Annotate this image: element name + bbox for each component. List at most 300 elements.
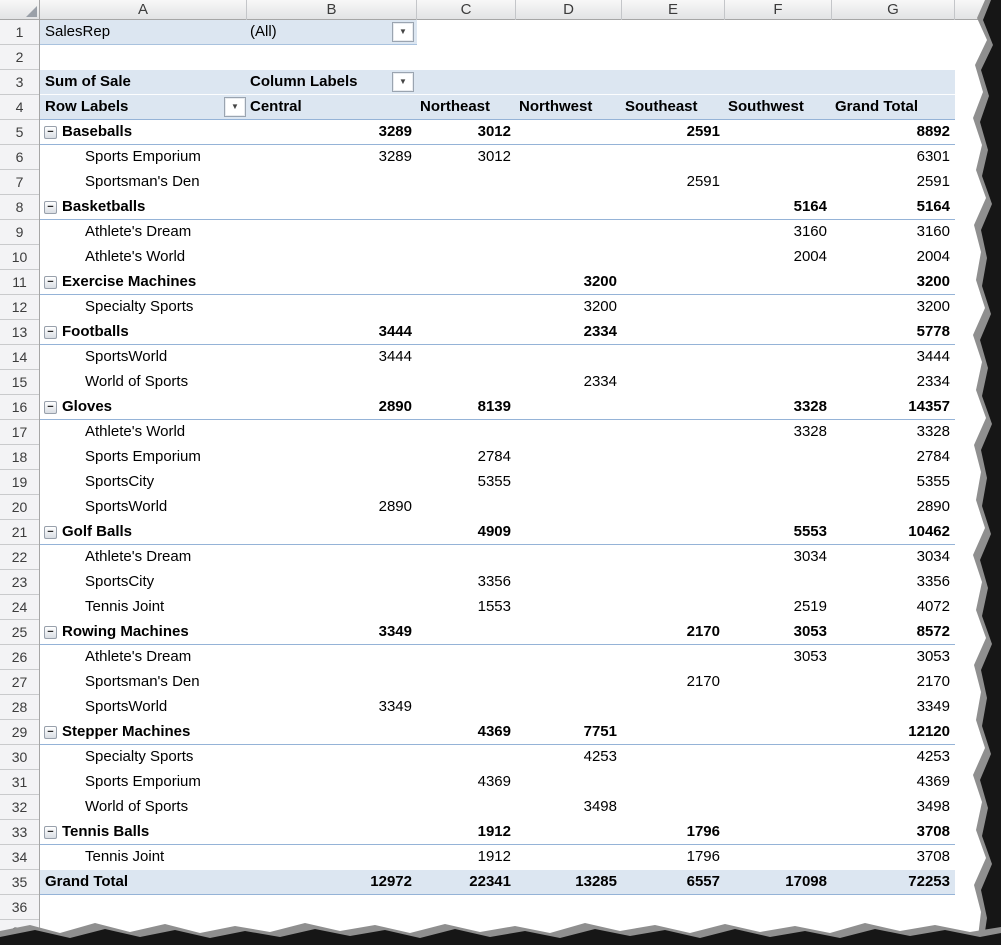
cell-F14[interactable] [725,345,832,370]
cell-C3[interactable] [417,70,516,95]
cell-B15[interactable] [247,370,417,395]
cell-B28[interactable]: 3349 [378,698,412,715]
cell-E4[interactable]: Southeast [622,95,725,120]
cell-D18[interactable] [516,445,622,470]
row-header-8[interactable]: 8 [0,195,39,220]
column-labels-dropdown[interactable] [392,72,414,92]
cell-A17[interactable]: Athlete's World [85,423,186,440]
cell-B14[interactable]: 3444 [378,348,412,365]
cell-E24[interactable] [622,595,725,620]
collapse-button[interactable] [44,276,57,289]
cell-A29[interactable] [40,720,247,745]
cell-G31[interactable]: 4369 [916,773,950,790]
cell-C5[interactable]: 3012 [417,120,516,145]
cell-F34[interactable] [725,845,832,870]
row-header-9[interactable]: 9 [0,220,39,245]
cell-C15[interactable] [417,370,516,395]
row-header-30[interactable]: 30 [0,745,39,770]
cell-E6[interactable] [622,145,725,170]
cell-G4[interactable]: Grand Total [832,95,955,120]
row-header-24[interactable]: 24 [0,595,39,620]
cell-E1[interactable] [622,20,725,45]
cell-G21[interactable]: 10462 [832,520,955,545]
cell-F17[interactable]: 3328 [793,423,827,440]
cell-D7[interactable] [516,170,622,195]
cell-D13[interactable]: 2334 [516,320,622,345]
cell-C8[interactable] [417,195,516,220]
cell-G2[interactable] [832,45,955,70]
cell-F31[interactable] [725,770,832,795]
cell-E8[interactable] [622,195,725,220]
cell-A13[interactable] [40,320,247,345]
cell-B17[interactable] [247,420,417,445]
cell-B5[interactable]: 3289 [247,120,417,145]
cell-E19[interactable] [622,470,725,495]
cell-D26[interactable] [516,645,622,670]
cell-G34[interactable]: 3708 [916,848,950,865]
cell-F27[interactable] [725,670,832,695]
cell-D4[interactable]: Northwest [516,95,622,120]
cell-B12[interactable] [247,295,417,320]
cell-G27[interactable]: 2170 [916,673,950,690]
cell-F30[interactable] [725,745,832,770]
cell-A23[interactable]: SportsCity [85,573,155,590]
collapse-button[interactable] [44,401,57,414]
row-header-15[interactable]: 15 [0,370,39,395]
cell-B2[interactable] [247,45,417,70]
cell-D27[interactable] [516,670,622,695]
cell-C10[interactable] [417,245,516,270]
cell-B7[interactable] [247,170,417,195]
cell-D25[interactable] [516,620,622,645]
cell-E33[interactable]: 1796 [622,820,725,845]
cell-G23[interactable]: 3356 [916,573,950,590]
cell-G3[interactable] [832,70,955,95]
cell-G19[interactable]: 5355 [916,473,950,490]
cell-C17[interactable] [417,420,516,445]
row-header-28[interactable]: 28 [0,695,39,720]
cell-E32[interactable] [622,795,725,820]
cell-E23[interactable] [622,570,725,595]
row-header-29[interactable]: 29 [0,720,39,745]
cell-A8[interactable] [40,195,247,220]
cell-F24[interactable]: 2519 [793,598,827,615]
cell-D12[interactable]: 3200 [583,298,617,315]
cell-A7[interactable]: Sportsman's Den [85,173,200,190]
row-header-2[interactable]: 2 [0,45,39,70]
cell-E28[interactable] [622,695,725,720]
collapse-button[interactable] [44,726,57,739]
cell-A21[interactable] [40,520,247,545]
cell-D33[interactable] [516,820,622,845]
cell-A11[interactable] [40,270,247,295]
column-header-E[interactable]: E [622,0,725,20]
cell-B22[interactable] [247,545,417,570]
cell-F3[interactable] [725,70,832,95]
cell-A16[interactable] [40,395,247,420]
cell-C6[interactable]: 3012 [477,148,511,165]
cell-E18[interactable] [622,445,725,470]
cell-F20[interactable] [725,495,832,520]
cell-A15[interactable]: World of Sports [85,373,189,390]
cell-G5[interactable]: 8892 [832,120,955,145]
cell-B35[interactable]: 12972 [247,870,417,895]
cell-G8[interactable]: 5164 [832,195,955,220]
cell-D31[interactable] [516,770,622,795]
cell-F25[interactable]: 3053 [725,620,832,645]
cell-A4[interactable]: Row Labels ▼ [40,95,247,120]
column-header-A[interactable]: A [40,0,247,20]
column-header-D[interactable]: D [516,0,622,20]
cell-D24[interactable] [516,595,622,620]
cell-C9[interactable] [417,220,516,245]
cell-B29[interactable] [247,720,417,745]
cell-E27[interactable]: 2170 [686,673,720,690]
row-header-21[interactable]: 21 [0,520,39,545]
cell-F19[interactable] [725,470,832,495]
collapse-button[interactable] [44,526,57,539]
cell-F13[interactable] [725,320,832,345]
cell-F29[interactable] [725,720,832,745]
cell-G22[interactable]: 3034 [916,548,950,565]
cell-G11[interactable]: 3200 [832,270,955,295]
cell-C19[interactable]: 5355 [477,473,511,490]
cell-D23[interactable] [516,570,622,595]
row-header-3[interactable]: 3 [0,70,39,95]
cell-E26[interactable] [622,645,725,670]
cell-D5[interactable] [516,120,622,145]
cell-A33[interactable] [40,820,247,845]
cell-B33[interactable] [247,820,417,845]
cell-D22[interactable] [516,545,622,570]
cell-C24[interactable]: 1553 [477,598,511,615]
cell-B11[interactable] [247,270,417,295]
cell-E13[interactable] [622,320,725,345]
cell-A28[interactable]: SportsWorld [85,698,168,715]
cell-A20[interactable]: SportsWorld [85,498,168,515]
cell-A12[interactable]: Specialty Sports [85,298,194,315]
cell-C2[interactable] [417,45,516,70]
cell-C26[interactable] [417,645,516,670]
cell-C32[interactable] [417,795,516,820]
cell-D8[interactable] [516,195,622,220]
row-header-13[interactable]: 13 [0,320,39,345]
cell-E15[interactable] [622,370,725,395]
cell-B34[interactable] [247,845,417,870]
cell-F4[interactable]: Southwest [725,95,832,120]
cell-G1[interactable] [832,20,955,45]
cell-B4[interactable]: Central [247,95,417,120]
collapse-button[interactable] [44,126,57,139]
cell-A14[interactable]: SportsWorld [85,348,168,365]
cell-D15[interactable]: 2334 [583,373,617,390]
cell-F26[interactable]: 3053 [793,648,827,665]
cell-B16[interactable]: 2890 [247,395,417,420]
cell-D17[interactable] [516,420,622,445]
cell-C18[interactable]: 2784 [477,448,511,465]
collapse-button[interactable] [44,626,57,639]
cell-A3[interactable]: Sum of Sale [40,70,247,95]
cell-B27[interactable] [247,670,417,695]
cell-E17[interactable] [622,420,725,445]
cell-F9[interactable]: 3160 [793,223,827,240]
cell-F22[interactable]: 3034 [793,548,827,565]
cell-G28[interactable]: 3349 [916,698,950,715]
cell-A27[interactable]: Sportsman's Den [85,673,200,690]
cell-E25[interactable]: 2170 [622,620,725,645]
collapse-button[interactable] [44,326,57,339]
cell-D14[interactable] [516,345,622,370]
cell-A34[interactable]: Tennis Joint [85,848,165,865]
cell-G13[interactable]: 5778 [832,320,955,345]
cell-A1[interactable]: SalesRep [40,20,247,45]
cell-D3[interactable] [516,70,622,95]
row-header-4[interactable]: 4 [0,95,39,120]
cell-C11[interactable] [417,270,516,295]
cell-A19[interactable]: SportsCity [85,473,155,490]
row-header-23[interactable]: 23 [0,570,39,595]
cell-E22[interactable] [622,545,725,570]
row-header-32[interactable]: 32 [0,795,39,820]
cell-D34[interactable] [516,845,622,870]
cell-C16[interactable]: 8139 [417,395,516,420]
cell-A35[interactable]: Grand Total [40,870,247,895]
cell-B13[interactable]: 3444 [247,320,417,345]
column-header-C[interactable]: C [417,0,516,20]
cell-G24[interactable]: 4072 [916,598,950,615]
cell-C21[interactable]: 4909 [417,520,516,545]
row-header-26[interactable]: 26 [0,645,39,670]
cell-E34[interactable]: 1796 [686,848,720,865]
cell-G14[interactable]: 3444 [916,348,950,365]
cell-E11[interactable] [622,270,725,295]
cell-G16[interactable]: 14357 [832,395,955,420]
report-filter-dropdown[interactable] [392,22,414,42]
cell-E5[interactable]: 2591 [622,120,725,145]
cell-F5[interactable] [725,120,832,145]
cell-G9[interactable]: 3160 [916,223,950,240]
cell-F1[interactable] [725,20,832,45]
cell-B8[interactable] [247,195,417,220]
row-header-22[interactable]: 22 [0,545,39,570]
cell-F35[interactable]: 17098 [725,870,832,895]
cell-G6[interactable]: 6301 [916,148,950,165]
row-header-31[interactable]: 31 [0,770,39,795]
cell-B30[interactable] [247,745,417,770]
cell-A32[interactable]: World of Sports [85,798,189,815]
cell-B21[interactable] [247,520,417,545]
cell-C33[interactable]: 1912 [417,820,516,845]
cell-E29[interactable] [622,720,725,745]
cell-F12[interactable] [725,295,832,320]
row-header-6[interactable]: 6 [0,145,39,170]
row-header-1[interactable]: 1 [0,20,39,45]
cell-E2[interactable] [622,45,725,70]
cell-B6[interactable]: 3289 [378,148,412,165]
cell-A9[interactable]: Athlete's Dream [85,223,192,240]
cell-B25[interactable]: 3349 [247,620,417,645]
cell-D6[interactable] [516,145,622,170]
cell-G30[interactable]: 4253 [916,748,950,765]
cell-C7[interactable] [417,170,516,195]
cell-F11[interactable] [725,270,832,295]
cell-A26[interactable]: Athlete's Dream [85,648,192,665]
cell-E21[interactable] [622,520,725,545]
column-header-G[interactable]: G [832,0,955,20]
cell-F8[interactable]: 5164 [725,195,832,220]
cell-G33[interactable]: 3708 [832,820,955,845]
cell-A22[interactable]: Athlete's Dream [85,548,192,565]
cell-B3[interactable]: Column Labels ▼ [247,70,417,95]
row-header-25[interactable]: 25 [0,620,39,645]
row-header-17[interactable]: 17 [0,420,39,445]
cell-E20[interactable] [622,495,725,520]
cell-A6[interactable]: Sports Emporium [85,148,201,165]
row-header-10[interactable]: 10 [0,245,39,270]
cell-G26[interactable]: 3053 [916,648,950,665]
cell-C23[interactable]: 3356 [477,573,511,590]
column-header-B[interactable]: B [247,0,417,20]
row-header-7[interactable]: 7 [0,170,39,195]
cell-D1[interactable] [516,20,622,45]
cell-F33[interactable] [725,820,832,845]
cell-B10[interactable] [247,245,417,270]
cell-D29[interactable]: 7751 [516,720,622,745]
cell-C20[interactable] [417,495,516,520]
row-header-35[interactable]: 35 [0,870,39,895]
cell-D11[interactable]: 3200 [516,270,622,295]
row-header-18[interactable]: 18 [0,445,39,470]
collapse-button[interactable] [44,201,57,214]
cell-D20[interactable] [516,495,622,520]
row-header-33[interactable]: 33 [0,820,39,845]
cell-C4[interactable]: Northeast [417,95,516,120]
cell-F16[interactable]: 3328 [725,395,832,420]
cell-B18[interactable] [247,445,417,470]
cell-C22[interactable] [417,545,516,570]
cell-E10[interactable] [622,245,725,270]
cell-D2[interactable] [516,45,622,70]
row-header-19[interactable]: 19 [0,470,39,495]
row-header-34[interactable]: 34 [0,845,39,870]
cell-C1[interactable] [417,20,516,45]
cell-D28[interactable] [516,695,622,720]
cell-E3[interactable] [622,70,725,95]
cell-D32[interactable]: 3498 [583,798,617,815]
cell-B24[interactable] [247,595,417,620]
collapse-button[interactable] [44,826,57,839]
cell-B32[interactable] [247,795,417,820]
cell-D21[interactable] [516,520,622,545]
cell-D10[interactable] [516,245,622,270]
row-header-27[interactable]: 27 [0,670,39,695]
cell-C27[interactable] [417,670,516,695]
cell-G20[interactable]: 2890 [916,498,950,515]
cell-B1[interactable]: (All) ▼ [247,20,417,45]
cell-G10[interactable]: 2004 [916,248,950,265]
cell-A30[interactable]: Specialty Sports [85,748,194,765]
row-header-12[interactable]: 12 [0,295,39,320]
cell-E7[interactable]: 2591 [686,173,720,190]
cell-F21[interactable]: 5553 [725,520,832,545]
cell-A31[interactable]: Sports Emporium [85,773,201,790]
row-header-11[interactable]: 11 [0,270,39,295]
cell-C13[interactable] [417,320,516,345]
cell-F15[interactable] [725,370,832,395]
cell-C30[interactable] [417,745,516,770]
cell-C28[interactable] [417,695,516,720]
cell-E31[interactable] [622,770,725,795]
cell-C31[interactable]: 4369 [477,773,511,790]
cell-G17[interactable]: 3328 [916,423,950,440]
row-header-5[interactable]: 5 [0,120,39,145]
cell-G35[interactable]: 72253 [832,870,955,895]
cell-B23[interactable] [247,570,417,595]
cell-A5[interactable] [40,120,247,145]
cell-B31[interactable] [247,770,417,795]
cell-E12[interactable] [622,295,725,320]
row-labels-dropdown[interactable] [224,97,246,117]
cell-D19[interactable] [516,470,622,495]
row-header-36[interactable]: 36 [0,895,39,920]
cell-C25[interactable] [417,620,516,645]
cell-C29[interactable]: 4369 [417,720,516,745]
cell-A10[interactable]: Athlete's World [85,248,186,265]
cell-F18[interactable] [725,445,832,470]
row-header-14[interactable]: 14 [0,345,39,370]
cell-F28[interactable] [725,695,832,720]
cell-G29[interactable]: 12120 [832,720,955,745]
cell-G18[interactable]: 2784 [916,448,950,465]
cell-F10[interactable]: 2004 [793,248,827,265]
cell-E14[interactable] [622,345,725,370]
cell-A18[interactable]: Sports Emporium [85,448,201,465]
select-all-corner[interactable] [0,0,40,20]
cell-C14[interactable] [417,345,516,370]
cell-G25[interactable]: 8572 [832,620,955,645]
cell-F7[interactable] [725,170,832,195]
column-header-F[interactable]: F [725,0,832,20]
cell-E30[interactable] [622,745,725,770]
row-header-20[interactable]: 20 [0,495,39,520]
cell-D9[interactable] [516,220,622,245]
cell-E9[interactable] [622,220,725,245]
cell-D35[interactable]: 13285 [516,870,622,895]
cell-G7[interactable]: 2591 [916,173,950,190]
cell-B20[interactable]: 2890 [378,498,412,515]
cell-F23[interactable] [725,570,832,595]
cell-D16[interactable] [516,395,622,420]
cell-C35[interactable]: 22341 [417,870,516,895]
cell-E35[interactable]: 6557 [622,870,725,895]
cell-F2[interactable] [725,45,832,70]
cell-B26[interactable] [247,645,417,670]
cell-C34[interactable]: 1912 [477,848,511,865]
row-header-16[interactable]: 16 [0,395,39,420]
cell-E16[interactable] [622,395,725,420]
cell-A2[interactable] [40,45,247,70]
cell-G15[interactable]: 2334 [916,373,950,390]
cell-F6[interactable] [725,145,832,170]
cell-G12[interactable]: 3200 [916,298,950,315]
cell-B9[interactable] [247,220,417,245]
cell-A25[interactable] [40,620,247,645]
cell-C12[interactable] [417,295,516,320]
cell-B19[interactable] [247,470,417,495]
cell-A24[interactable]: Tennis Joint [85,598,165,615]
cell-F32[interactable] [725,795,832,820]
cell-G32[interactable]: 3498 [916,798,950,815]
